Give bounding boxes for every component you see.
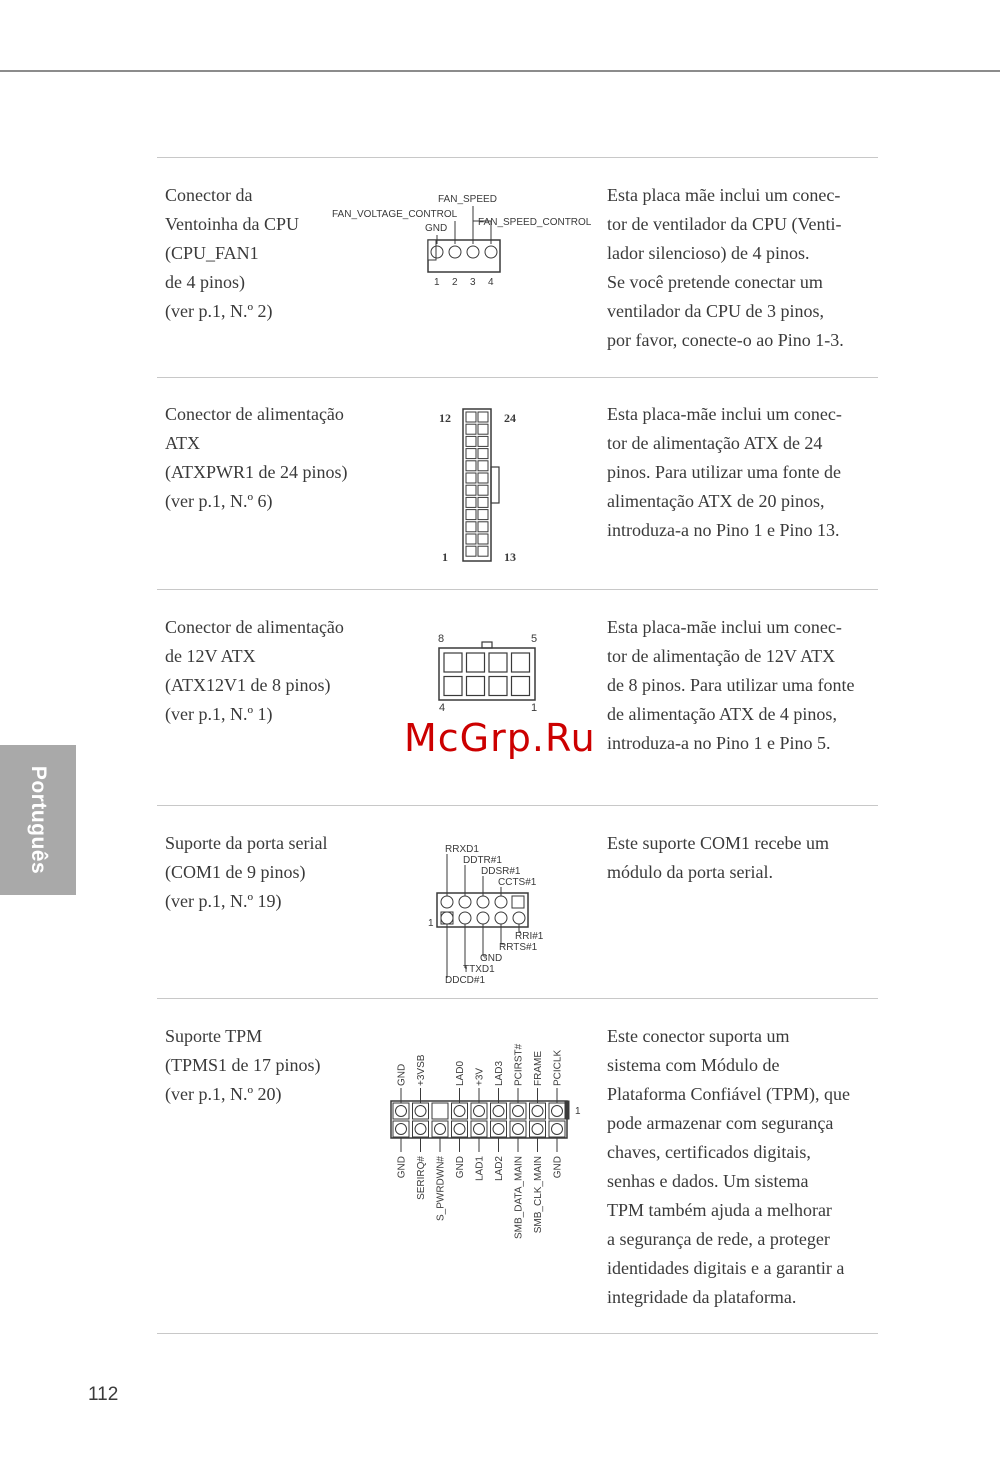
- pin-number: 13: [504, 550, 516, 564]
- desc-line: de alimentação ATX de 4 pinos,: [607, 704, 837, 724]
- gnd-label: GND: [425, 223, 448, 234]
- com-label: [165, 829, 375, 916]
- tpm-pin: [415, 1106, 426, 1117]
- tpm-pin-label: PCIRST#: [513, 1043, 525, 1086]
- atx12v-pin: [467, 677, 485, 696]
- atx12v-pin: [489, 677, 507, 696]
- atx-pin: [466, 473, 476, 483]
- pin-number: 1: [531, 702, 538, 714]
- watermark-text: McGrp.Ru: [404, 716, 596, 760]
- pin-number: 5: [531, 633, 538, 645]
- atx-pin: [478, 461, 488, 471]
- label-line: Conector da: [165, 185, 253, 205]
- desc-line: módulo da porta serial.: [607, 862, 773, 882]
- tpm-pin: [474, 1106, 485, 1117]
- label-line: Conector de alimentação: [165, 404, 344, 424]
- desc-line: TPM também ajuda a melhorar: [607, 1200, 832, 1220]
- tpm-label: [165, 1022, 375, 1109]
- pin-number: 4: [439, 702, 446, 714]
- atx-description: [607, 400, 882, 545]
- pin-label: RRTS#1: [499, 942, 538, 953]
- tpm-pin-label: GND: [552, 1156, 564, 1179]
- atx12v-description: [607, 613, 882, 758]
- pin-number: 8: [438, 633, 445, 645]
- tpm-pin-label: LAD2: [494, 1156, 505, 1182]
- atx-pin: [478, 485, 488, 495]
- tpm-pin-label: S_PWRDWN#: [435, 1156, 447, 1222]
- desc-line: Esta placa mãe inclui um conec-: [607, 185, 841, 205]
- tpm-pin-label: FRAME: [533, 1051, 544, 1086]
- tpm-pin-label: GND: [396, 1063, 408, 1086]
- label-line: (TPMS1 de 17 pinos): [165, 1055, 321, 1075]
- atx-24pin-diagram: [430, 405, 540, 570]
- desc-line: Este suporte COM1 recebe um: [607, 833, 829, 853]
- tpm-connector-diagram: [385, 1040, 600, 1260]
- section-divider: [157, 589, 878, 590]
- tpm-pin: [493, 1124, 504, 1135]
- fan-speed-label: FAN_SPEED: [438, 194, 497, 205]
- desc-line: Esta placa-mãe inclui um conec-: [607, 617, 842, 637]
- label-line: ATX: [165, 433, 200, 453]
- atx-pin: [478, 497, 488, 507]
- pin-number: 24: [504, 411, 516, 425]
- atx12v-pin: [467, 653, 485, 672]
- label-line: (ver p.1, N.º 1): [165, 704, 273, 724]
- pin-label: DDSR#1: [481, 866, 521, 877]
- desc-line: Esta placa-mãe inclui um conec-: [607, 404, 842, 424]
- tpm-pin: [513, 1106, 524, 1117]
- tpm-pin: [532, 1124, 543, 1135]
- pin-number: 1: [434, 277, 440, 288]
- tpm-pin: [532, 1106, 543, 1117]
- desc-line: de 8 pinos. Para utilizar uma fonte: [607, 675, 855, 695]
- tpm-pin-label: PCICLK: [552, 1049, 564, 1086]
- tpm-pin-label: GND: [396, 1156, 408, 1179]
- desc-line: pode armazenar com segurança: [607, 1113, 834, 1133]
- label-line: (CPU_FAN1: [165, 243, 259, 263]
- tpm-pin-label: LAD0: [455, 1060, 466, 1086]
- tpm-pin: [415, 1124, 426, 1135]
- label-line: (ver p.1, N.º 19): [165, 891, 282, 911]
- section-divider: [157, 157, 878, 158]
- atx-pin: [478, 412, 488, 422]
- header-rule: [0, 70, 1000, 72]
- label-line: de 4 pinos): [165, 272, 245, 292]
- pin-number: 4: [488, 277, 494, 288]
- atx12v-8pin-diagram: [430, 630, 550, 720]
- pin-number: 2: [452, 277, 458, 288]
- tpm-pin-label: GND: [455, 1156, 466, 1179]
- atx-pin: [466, 461, 476, 471]
- pin-one-marker: 1: [428, 918, 434, 929]
- atx-pin: [466, 412, 476, 422]
- label-line: (ver p.1, N.º 20): [165, 1084, 282, 1104]
- language-side-tab: [0, 745, 76, 895]
- cpu-fan-description: [607, 181, 882, 355]
- atx-pin: [466, 522, 476, 532]
- atx-pin: [466, 510, 476, 520]
- tpm-pin: [552, 1106, 563, 1117]
- language-label: Português: [27, 765, 50, 875]
- cpu-fan-connector-diagram: [330, 188, 610, 298]
- pin-label: CCTS#1: [498, 877, 537, 888]
- desc-line: Plataforma Confiável (TPM), que: [607, 1084, 850, 1104]
- section-divider: [157, 1333, 878, 1334]
- atx-pin: [478, 436, 488, 446]
- label-line: (COM1 de 9 pinos): [165, 862, 306, 882]
- atx-pin: [478, 473, 488, 483]
- tpm-pin: [493, 1106, 504, 1117]
- desc-line: introduza-a no Pino 1 e Pino 5.: [607, 733, 831, 753]
- desc-line: alimentação ATX de 20 pinos,: [607, 491, 825, 511]
- desc-line: Se você pretende conectar um: [607, 272, 823, 292]
- desc-line: Este conector suporta um: [607, 1026, 790, 1046]
- fan-voltage-control-label: FAN_VOLTAGE_CONTROL: [332, 209, 458, 220]
- page-number: 112: [88, 1384, 119, 1405]
- atx-pin: [466, 546, 476, 556]
- tpm-key-slot: [432, 1103, 448, 1119]
- tpm-pin: [396, 1124, 407, 1135]
- atx-label: [165, 400, 375, 516]
- pin-label: DDTR#1: [463, 855, 502, 866]
- desc-line: chaves, certificados digitais,: [607, 1142, 811, 1162]
- desc-line: pinos. Para utilizar uma fonte de: [607, 462, 841, 482]
- label-line: (ATX12V1 de 8 pinos): [165, 675, 331, 695]
- desc-line: identidades digitais e a garantir a: [607, 1258, 845, 1278]
- atx12v-pin: [489, 653, 507, 672]
- desc-line: integridade da plataforma.: [607, 1287, 797, 1307]
- desc-line: tor de alimentação de 12V ATX: [607, 646, 836, 666]
- atx-pin: [466, 436, 476, 446]
- tpm-pin: [513, 1124, 524, 1135]
- tpm-pin-label: SMB_DATA_MAIN: [513, 1156, 525, 1239]
- atx12v-pin: [444, 653, 462, 672]
- desc-line: por favor, conecte-o ao Pino 1-3.: [607, 330, 844, 350]
- atx-pin: [466, 449, 476, 459]
- tpm-description: [607, 1022, 882, 1312]
- atx-pin: [478, 534, 488, 544]
- tpm-pin: [474, 1124, 485, 1135]
- desc-line: tor de ventilador da CPU (Venti-: [607, 214, 842, 234]
- atx-pin: [478, 546, 488, 556]
- atx12v-pin: [512, 677, 530, 696]
- pin-one-marker: 1: [575, 1106, 581, 1117]
- fan-speed-control-label: FAN_SPEED_CONTROL: [478, 217, 592, 228]
- atx-pin: [466, 485, 476, 495]
- atx-pin: [466, 497, 476, 507]
- atx-pin: [466, 534, 476, 544]
- com-connector-diagram: [425, 840, 565, 990]
- tpm-pin: [552, 1124, 563, 1135]
- label-line: (ver p.1, N.º 6): [165, 491, 273, 511]
- com-description: [607, 829, 882, 887]
- section-divider: [157, 805, 878, 806]
- atx-pin: [466, 424, 476, 434]
- desc-line: lador silencioso) de 4 pinos.: [607, 243, 810, 263]
- label-line: Conector de alimentação: [165, 617, 344, 637]
- tpm-pin: [454, 1106, 465, 1117]
- section-divider: [157, 998, 878, 999]
- desc-line: a segurança de rede, a proteger: [607, 1229, 830, 1249]
- tpm-pin-label: SERIRQ#: [416, 1156, 427, 1200]
- label-line: (ver p.1, N.º 2): [165, 301, 273, 321]
- label-line: de 12V ATX: [165, 646, 256, 666]
- atx-pin: [478, 449, 488, 459]
- atx-pin: [478, 424, 488, 434]
- tpm-pin: [454, 1124, 465, 1135]
- atx-pin: [478, 510, 488, 520]
- section-divider: [157, 377, 878, 378]
- tpm-pin-label: +3VSB: [416, 1054, 427, 1086]
- atx12v-pin: [512, 653, 530, 672]
- tpm-pin: [435, 1124, 446, 1135]
- atx12v-pin: [444, 677, 462, 696]
- desc-line: tor de alimentação ATX de 24: [607, 433, 823, 453]
- pin-label: GND: [480, 953, 503, 964]
- pin-label: DDCD#1: [445, 975, 486, 986]
- desc-line: sistema com Módulo de: [607, 1055, 780, 1075]
- label-line: (ATXPWR1 de 24 pinos): [165, 462, 348, 482]
- desc-line: senhas e dados. Um sistema: [607, 1171, 809, 1191]
- pin-number: 12: [439, 411, 451, 425]
- tpm-pin-label: LAD1: [474, 1156, 486, 1182]
- desc-line: introduza-a no Pino 1 e Pino 13.: [607, 520, 840, 540]
- pin-label: RRI#1: [515, 931, 544, 942]
- pin-number: 3: [470, 277, 476, 288]
- tpm-pin: [396, 1106, 407, 1117]
- label-line: Suporte da porta serial: [165, 833, 328, 853]
- label-line: Ventoinha da CPU: [165, 214, 299, 234]
- label-line: Suporte TPM: [165, 1026, 263, 1046]
- atx-pin: [478, 522, 488, 532]
- pin-label: RRXD1: [445, 844, 479, 855]
- desc-line: ventilador da CPU de 3 pinos,: [607, 301, 824, 321]
- pin-label: TTXD1: [463, 964, 495, 975]
- atx12v-label: [165, 613, 375, 729]
- tpm-pin-label: LAD3: [494, 1060, 505, 1086]
- tpm-pin-label: SMB_CLK_MAIN: [533, 1156, 544, 1234]
- tpm-pin-label: +3V: [474, 1067, 486, 1086]
- pin-number: 1: [442, 550, 448, 564]
